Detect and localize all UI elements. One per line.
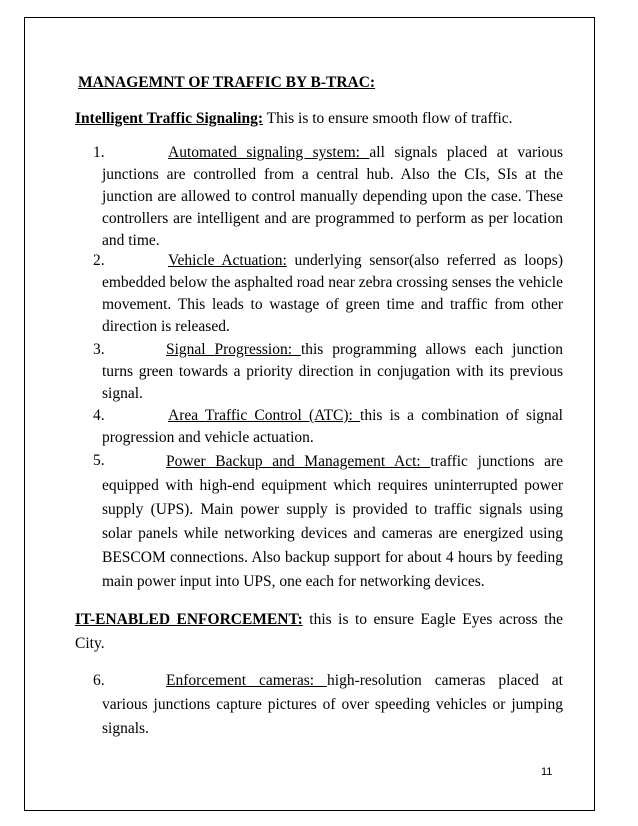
item-text: this is a combination of signal progression and vehicle actuation. bbox=[102, 407, 563, 446]
item-number: 1. bbox=[93, 144, 105, 161]
item-text: traffic junctions are equipped with high-end equipment which requires uninterrupted power supply (UPS). Main power supply is provided to traffic signals using solar panels while networking devices and cameras are energized using BESCOM connections. Also backup support for about 4 hours by feeding main power input into UPS, one each for networking devices. bbox=[102, 453, 563, 590]
item-number: 4. bbox=[93, 407, 105, 424]
intro-paragraph bbox=[75, 109, 513, 129]
intro-heading: Intelligent Traffic Signaling: bbox=[75, 110, 264, 127]
item-heading: Area Traffic Control (ATC): bbox=[168, 407, 361, 424]
page-number: 11 bbox=[541, 766, 553, 778]
list-item bbox=[93, 339, 563, 405]
item-text: high-resolution cameras placed at various junctions capture pictures of over speeding vehicles or jumping signals. bbox=[102, 672, 563, 737]
list-item bbox=[93, 142, 563, 252]
item-heading: Automated signaling system: bbox=[168, 144, 370, 161]
item-heading: Vehicle Actuation: bbox=[168, 252, 287, 269]
list-item bbox=[93, 669, 563, 741]
item-number: 5. bbox=[93, 452, 105, 469]
list-item bbox=[93, 450, 563, 594]
list-item bbox=[93, 250, 563, 338]
document-title: MANAGEMNT OF TRAFFIC BY B-TRAC: bbox=[78, 74, 376, 91]
item-text: underlying sensor(also referred as loops) embedded below the asphalted road near zebra crossing senses the vehicle movement. This leads to wastage of green time and traffic from other direction is released. bbox=[102, 252, 563, 335]
item-number: 2. bbox=[93, 252, 105, 269]
intro-text: This is to ensure smooth flow of traffic. bbox=[263, 110, 513, 127]
item-heading: Signal Progression: bbox=[166, 341, 301, 358]
item-text: all signals placed at various junctions are controlled from a central hub. Also the CIs, SIs at the junction are allowed to control manually depending upon the case. These controllers are intelligent and are programmed to perform as per location and time. bbox=[102, 144, 563, 249]
item-heading: Power Backup and Management Act: bbox=[166, 453, 431, 470]
enforcement-section bbox=[75, 608, 563, 656]
enforcement-heading: IT-ENABLED ENFORCEMENT: bbox=[75, 611, 303, 628]
enforcement-text: this is to ensure Eagle Eyes across the City. bbox=[75, 611, 564, 652]
item-text: this programming allows each junction turns green towards a priority direction in conjugation with its previous signal. bbox=[102, 341, 563, 402]
item-heading: Enforcement cameras: bbox=[166, 672, 328, 689]
list-item bbox=[93, 405, 563, 449]
item-number: 3. bbox=[93, 341, 105, 358]
item-number: 6. bbox=[93, 672, 105, 689]
